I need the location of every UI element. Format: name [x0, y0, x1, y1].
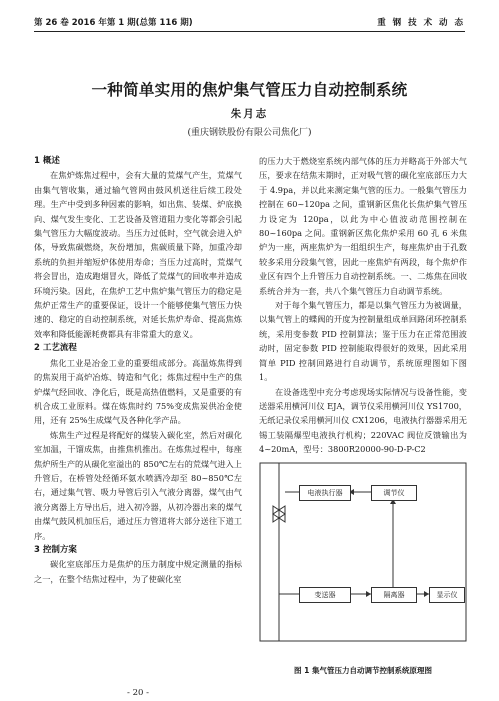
transmitter-box: 变送器	[299, 587, 351, 603]
figure-connectors	[259, 462, 467, 642]
body-paragraph: 在设备选型中充分考虑现场实际情况与设备性能，变送器采用横河川仪 EJA，调节仪采用横河川仪 YS1700，无纸记录仪采用横河川仪 CX1206，电液执行器器采用无锡工装隔爆型电液执行机构；220VAC 阀位反馈输出为 4~20mA，型号：3800R20000-90-D-P-C2	[259, 386, 467, 455]
journal-issue: 第 26 卷 2016 年第 1 期(总第 116 期)	[34, 18, 193, 28]
section-heading: 2 工艺流程	[34, 343, 77, 354]
body-paragraph: 焦化工业是冶金工业的重要组成部分。高温炼焦得到的焦炭用于高炉冶炼、铸造和气化；炼焦过程中生产的焦炉煤气经回收、净化后，既是高热值燃料，又是重要的有机合成工业原料。煤在炼焦时约 75%变成焦炭供冶金使用，还有 25%生成煤气及各种化学产品。	[34, 357, 242, 426]
header-rule	[34, 31, 465, 32]
body-paragraph: 对于每个集气管压力，都是以集气管压力为被调量，以集气管上的蝶阀的开度为控制量组成单回路闭环控制系统，采用变参数 PID 控制算法；鉴于压力在正常范围波动时，固定参数 PID 控制能取得很好的效果，因此采用简单 PID 控制回路进行自动调节，系统原理图如下图 1。	[259, 300, 467, 383]
body-paragraph: 的压力大于燃烧室系统内部气体的压力并略高于外部大气压，要求在结焦末期时，正对吸气管的碳化室底部压力大于 4.9pa，并以此来测定集气管的压力。一般集气管压力控制在 60~120pa 之间，重钢新区焦化长焦炉集气管压力设定为 120pa，以此为中心值波动范围控制在 80~160pa 之间。重钢新区焦化焦炉采用 60 孔 6 米焦炉为一座，两座焦炉为一组组织生产，每座焦炉由于孔数较多采用分段集气管，因此一座焦炉有两段，每个焦炉作业区有四个上升管压力自动控制系统。一、二炼焦在回收系统合并为一套，共八个集气管压力自动调节系统。	[259, 156, 467, 296]
controller-box: 调节仪	[371, 485, 417, 501]
journal-name: 重 钢 技 术 动 态	[377, 18, 465, 28]
figure-1	[259, 462, 467, 642]
right-column	[259, 154, 467, 457]
body-paragraph: 碳化室底部压力是焦炉的压力制度中规定测量的指标之一，在整个结焦过程中，为了使碳化室	[34, 559, 242, 584]
display-box: 显示仪	[429, 587, 465, 603]
figure-caption: 图 1 集气管压力自动调节控制系统原理图	[294, 666, 432, 675]
section-heading: 1 概述	[34, 156, 60, 166]
article-title: 一种简单实用的焦炉集气管压力自动控制系统	[91, 80, 408, 99]
running-header	[34, 16, 465, 30]
page-number: - 20 -	[127, 688, 149, 698]
section-heading: 3 控制方案	[34, 544, 77, 555]
body-paragraph: 在焦炉炼焦过程中，会有大量的荒煤气产生，荒煤气由集气管收集，通过输气管网由鼓风机送往后续工段处理。生产中受到多种因素的影响，如出焦、装煤、炉底换向、煤气发生变化、工艺设备及管道阻力变化等都会引起集气管压力大幅度波动。当压力过低时，空气就会进入炉体，导致焦碳燃烧，灰份增加，焦碳质量下降，加重冷却系统的负担并缩短炉体使用寿命；当压力过高时，荒煤气将会冒出，造成跑烟冒火，降低了荒煤气的回收率并造成环境污染。因此，在焦炉工艺中焦炉集气管压力的稳定是焦炉正常生产的重要保证，设计一个能够使集气管压力快速的、稳定的自动控制系统，对延长焦炉寿命、提高焦炼效率和降低能源耗费都具有非常重大的意义。	[34, 170, 242, 339]
isolator-box: 隔离器	[371, 587, 417, 603]
affiliation: (重庆钢铁股份有限公司焦化厂)	[187, 128, 312, 138]
actuator-box: 电液执行器	[299, 485, 351, 501]
left-column	[34, 154, 242, 586]
author: 朱月志	[230, 108, 269, 120]
body-paragraph: 炼焦生产过程是将配好的煤装入碳化室，然后对碳化室加温，干馏成焦，由推焦机推出。在炼焦过程中，每座焦炉所生产的从碳化室溢出的 850℃左右的荒煤气进入上升管后，在桥管处经循环氨水喷洒冷却至 80~850℃左右，通过集气管、吸力导管后引入气液分离器，煤气由气液分离器上方导出后，进入初冷器，从初冷器出来的煤气由煤气鼓风机加压后，通过压力管道将大部分送往下道工序。	[34, 429, 242, 541]
